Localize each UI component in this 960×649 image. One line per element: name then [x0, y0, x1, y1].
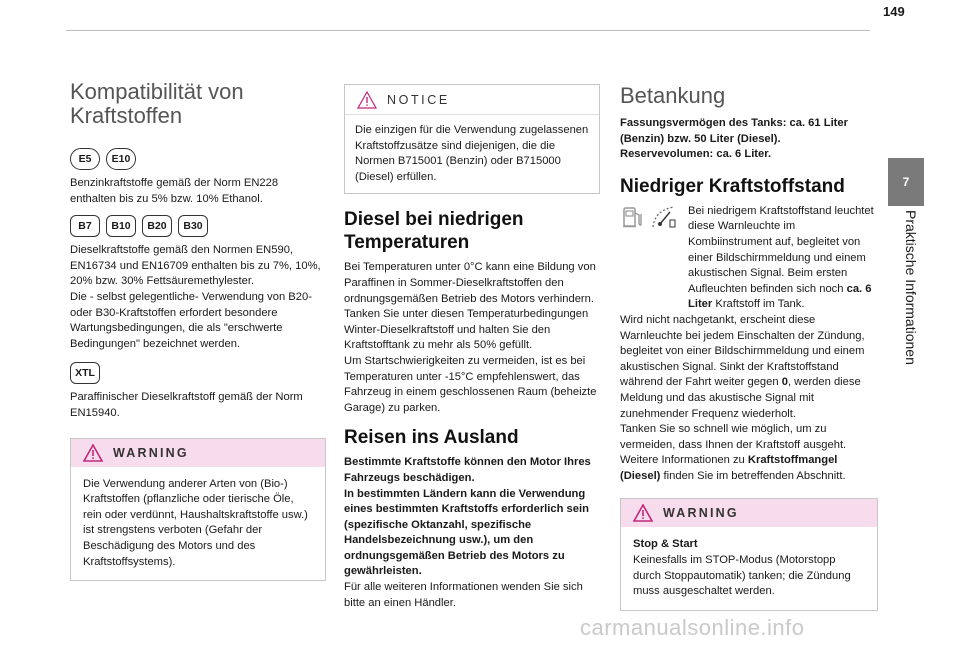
stop-start-text: Keinesfalls im STOP-Modus (Motorstopp durch Stoppautomatik) tanken; die Zündung muss ausgeschaltet werden. [633, 554, 851, 598]
warning-header-stop-start [621, 499, 877, 527]
low-fuel-text2-c: , werden diese Meldung und das akustische Signal mit zunehmender Frequenz wiederholt. [620, 376, 861, 420]
stop-start-title: Stop & Start [633, 538, 698, 551]
chapter-tab[interactable]: 7 [888, 158, 924, 206]
heading-refuelling: Betankung [620, 83, 726, 108]
low-fuel-text4-b: Kraftstoffmangel (Diesel) [620, 454, 838, 482]
low-fuel-text2-b: 0 [781, 376, 788, 389]
low-fuel-text-b: ca. 6 Liter [688, 282, 872, 311]
badge-b7: B7 [70, 215, 100, 237]
xtl-badges [70, 362, 326, 384]
warning-text: Die Verwendung anderer Arten von (Bio-) Kraftstoffen (pflanzliche oder tierische Öle, rein oder verdünnt, Haushaltskraftstoffe usw.) ist strengstens verboten (Gefahr der Beschädigung des Motors und des Kraftstoffsystems). [83, 477, 308, 568]
low-fuel-text4-c: finden Sie im betreffenden Abschnitt. [660, 469, 846, 482]
badge-e5: E5 [70, 148, 100, 170]
warning-title: WARNING [113, 445, 189, 460]
fuel-warning-icons [620, 204, 682, 313]
page-number: 149 [883, 4, 905, 19]
low-fuel-text3: Tanken Sie so schnell wie möglich, um zu vermeiden, dass Ihnen der Kraftstoff ausgeht. [620, 423, 847, 451]
diesel-text: Dieselkraftstoffe gemäß den Normen EN590, EN16734 und EN16709 enthalten bis zu 7%, 10%, 20% bzw. 30% Fettsäuremethylester. [70, 244, 321, 288]
chapter-label: Praktische Informationen [903, 210, 919, 365]
column-compatibility [70, 80, 326, 581]
warning-triangle-icon [83, 444, 103, 462]
heading-diesel-low-temp: Diesel bei niedrigen Temperaturen [344, 209, 524, 254]
notice-title: NOTICE [387, 92, 450, 107]
low-fuel-text-a: Bei niedrigem Kraftstoffstand leuchtet diese Warnleuchte im Kombiinstrument auf, begleitet von einer Bildschirmmeldung und einem akustischen Signal. Beim ersten Aufleuchten befinden sich noch [688, 204, 874, 295]
notice-text: Die einzigen für die Verwendung zugelassenen Kraftstoffzusätze sind diejenigen, die die Normen B715001 (Benzin) oder B715000 (Diesel) erfüllen. [355, 124, 589, 183]
badge-xtl: XTL [70, 362, 100, 384]
fuel-pump-icon [620, 204, 646, 230]
badge-b30: B30 [178, 215, 208, 237]
warning-box-fuels [70, 438, 326, 582]
warning-title-stop-start: WARNING [663, 506, 739, 521]
column-diesel [344, 84, 600, 611]
warning-header [71, 439, 325, 467]
fuel-gauge-icon [650, 204, 678, 230]
notice-triangle-icon [357, 91, 377, 109]
heading-travel-abroad: Reisen ins Ausland [344, 427, 519, 449]
warning-triangle-icon [633, 504, 653, 522]
heading-low-fuel: Niedriger Kraftstoffstand [620, 175, 845, 197]
top-rule [66, 30, 870, 31]
diesel-text-2: Die - selbst gelegentliche- Verwendung von B20- oder B30-Kraftstoffen erfordert besondere Wartungsbedingungen, die als "erschwerte Bedingungen" bezeichnet werden. [70, 290, 312, 350]
notice-box [344, 84, 600, 194]
capacity-text: Fassungsvermögen des Tanks: ca. 61 Liter (Benzin) bzw. 50 Liter (Diesel). [620, 117, 848, 145]
heading-compatibility: Kompatibilität von Kraftstoffen [70, 79, 244, 128]
xtl-text: Paraffinischer Dieselkraftstoff gemäß der Norm EN15940. [70, 391, 303, 419]
badge-b10: B10 [106, 215, 136, 237]
reserve-text: Reservevolumen: ca. 6 Liter. [620, 148, 772, 161]
column-refuelling [620, 84, 878, 611]
badge-b20: B20 [142, 215, 172, 237]
warning-box-stop-start [620, 498, 878, 610]
petrol-text: Benzinkraftstoffe gemäß der Norm EN228 enthalten bis zu 5% bzw. 10% Ethanol. [70, 177, 279, 205]
abroad-bold-text: Bestimmte Kraftstoffe können den Motor Ihres Fahrzeugs beschädigen. [344, 456, 591, 484]
abroad-bold-text-2: In bestimmten Ländern kann die Verwendung eines bestimmten Kraftstoffs erforderlich sein (spezifische Oktanzahl, spezifische Handelsbezeichnung usw.), um den ordnungsgemäßen Betrieb des Motors zu gewährleisten. [344, 487, 589, 578]
low-fuel-text-c: Kraftstoff im Tank. [712, 298, 805, 311]
diesel-low-temp-text: Bei Temperaturen unter 0°C kann eine Bildung von Paraffinen in Sommer-Dieselkraftstoffen den ordnungsgemäßen Betrieb des Motors verhindern. Tanken Sie unter diesen Temperaturbedingungen Winter-Dieselkraftstoff und halten Sie den Kraftstofftank zu mehr als 50% gefüllt. [344, 261, 596, 352]
watermark: carmanualsonline.info [580, 615, 805, 640]
diesel-low-temp-text-2: Um Startschwierigkeiten zu vermeiden, ist es bei Temperaturen unter -15°C empfehlenswert, das Fahrzeug in einem geschlossenen Raum (beheizte Garage) zu parken. [344, 354, 597, 414]
notice-header [345, 85, 599, 115]
diesel-badges [70, 215, 326, 237]
petrol-badges [70, 148, 326, 170]
low-fuel-block [620, 204, 878, 313]
badge-e10: E10 [106, 148, 136, 170]
low-fuel-text4-a: Weitere Informationen zu [620, 454, 748, 467]
abroad-text: Für alle weiteren Informationen wenden Sie sich bitte an einen Händler. [344, 581, 583, 609]
low-fuel-text2-a: Wird nicht nachgetankt, erscheint diese Warnleuchte bei jedem Einschalten der Zündung, begleitet von einer Bildschirmmeldung und einem akustischen Signal. Sinkt der Kraftstoffstand während der Fahrt weiter gegen [620, 313, 865, 389]
